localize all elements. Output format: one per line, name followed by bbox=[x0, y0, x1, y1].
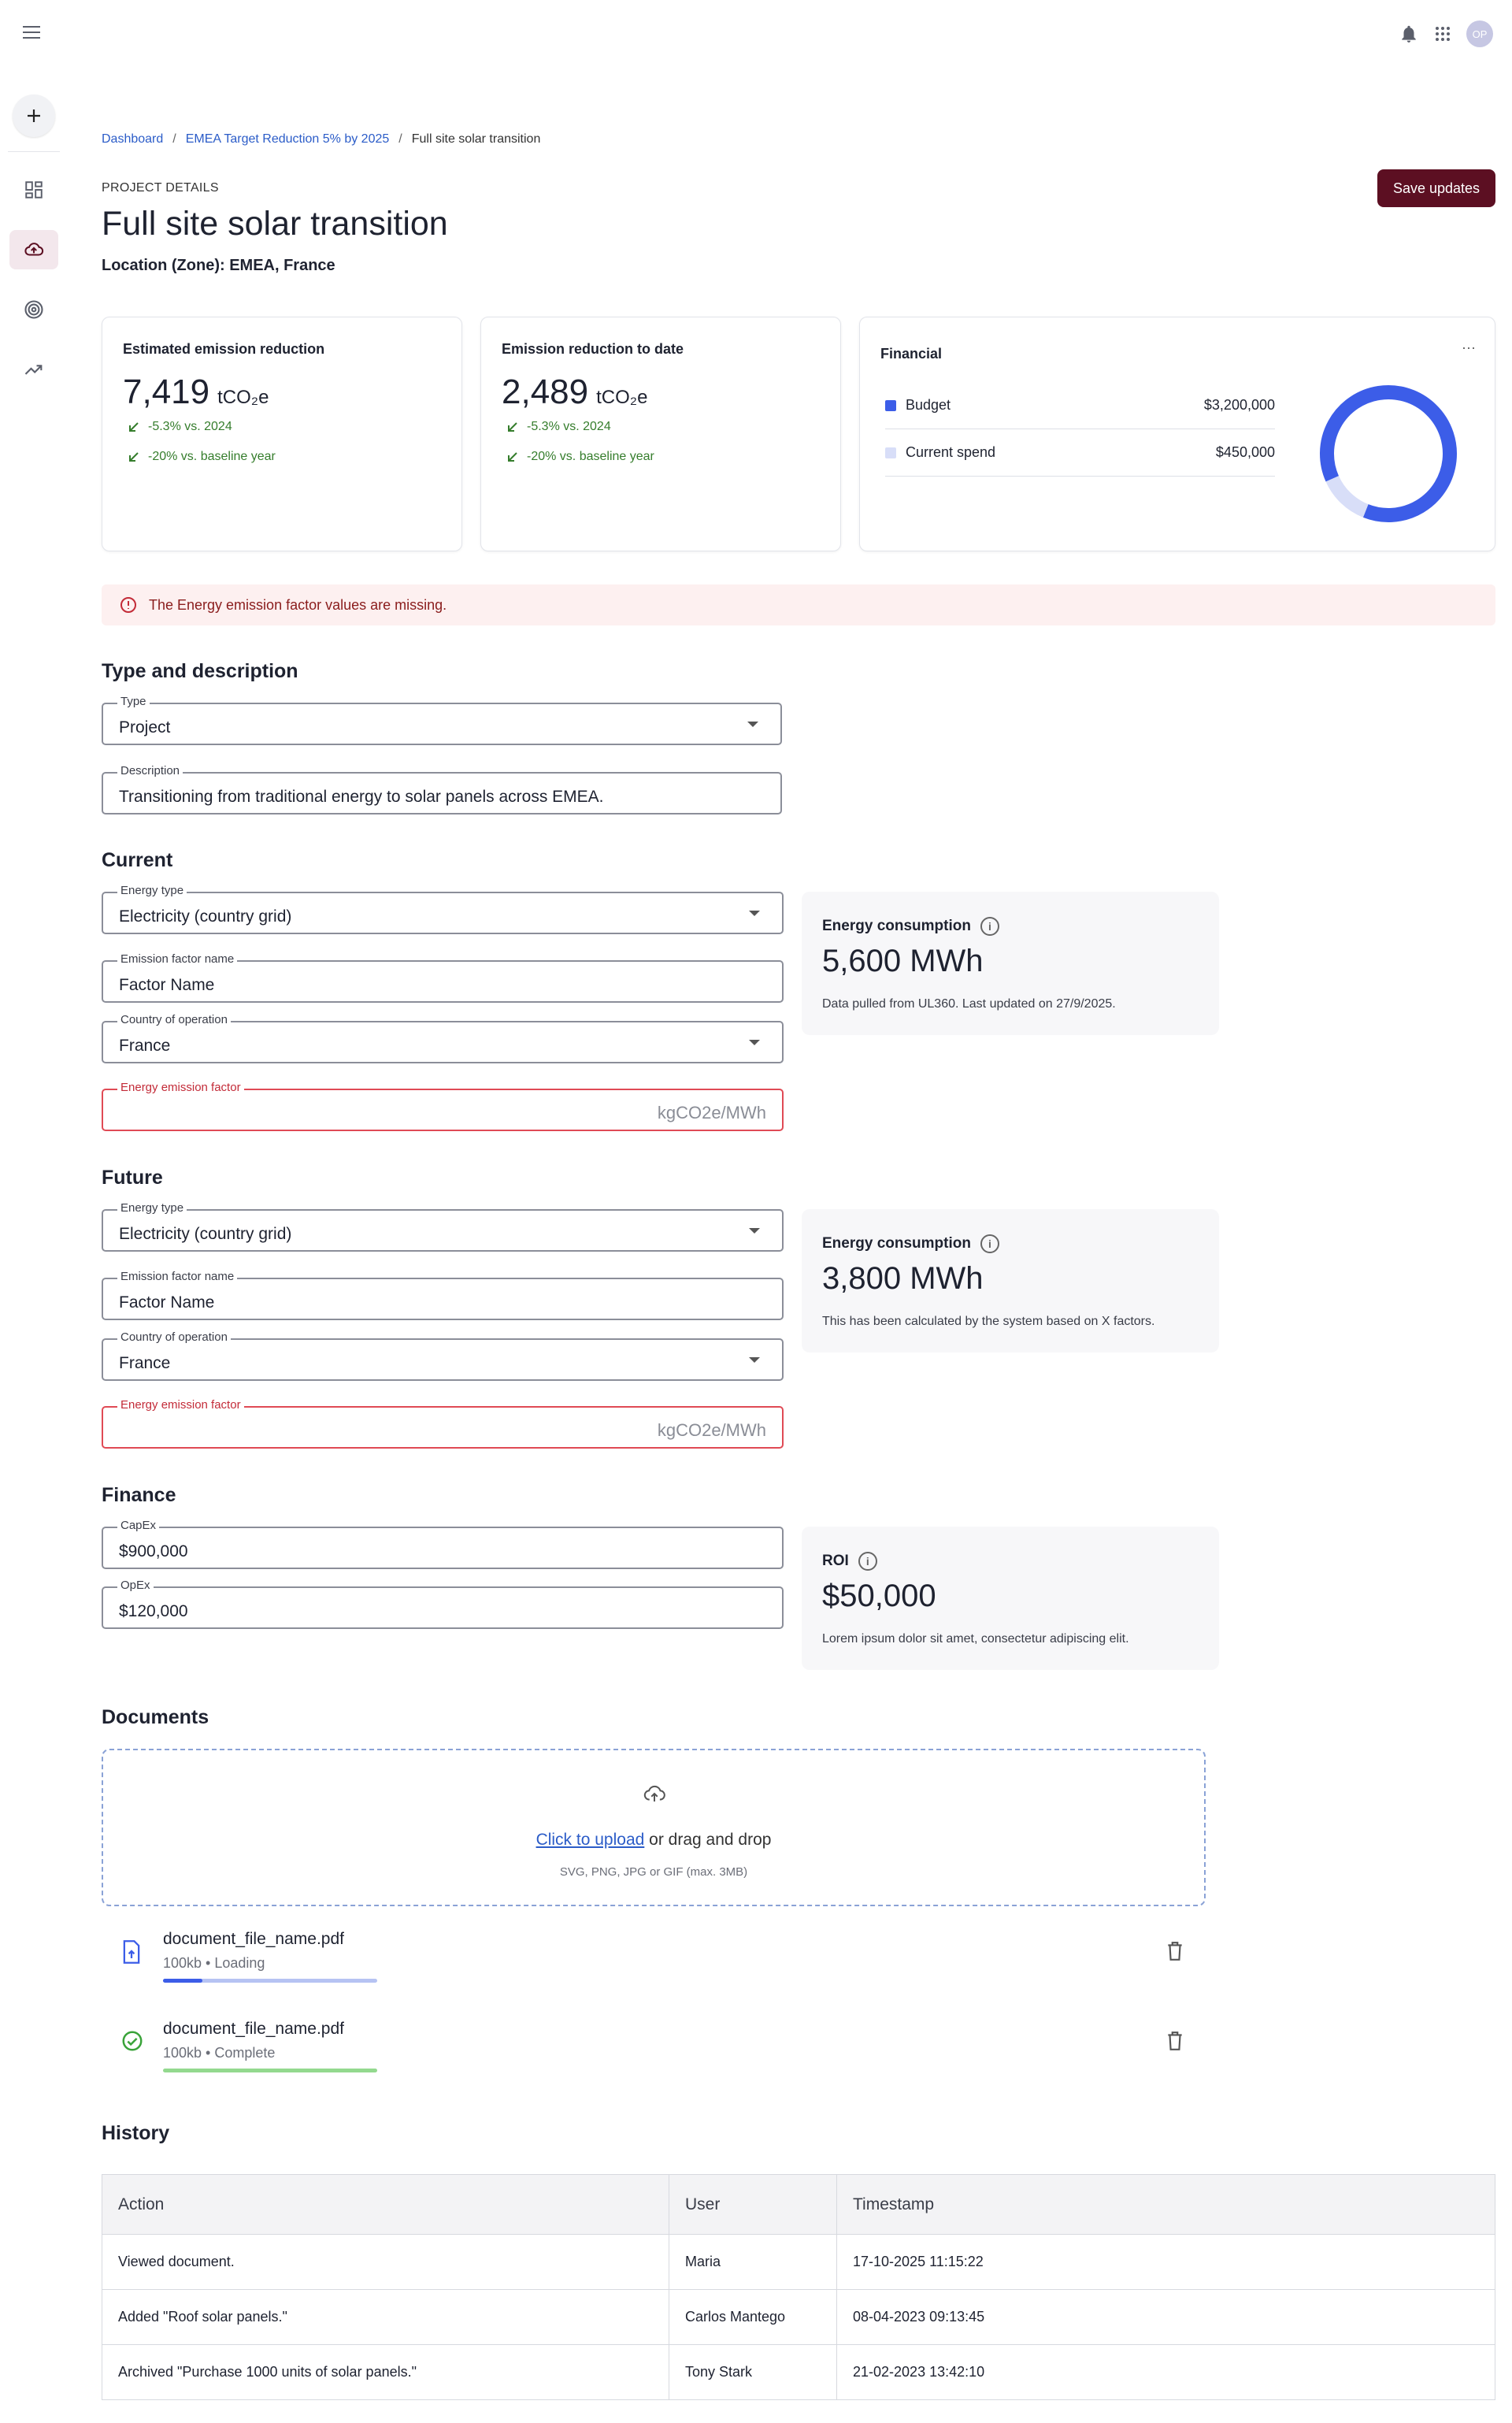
card-value: 2,489 tCO₂e bbox=[502, 373, 648, 411]
current-country-select[interactable] bbox=[102, 1013, 784, 1063]
trending-up-icon bbox=[23, 358, 45, 380]
field-value: $900,000 bbox=[119, 1542, 188, 1560]
alert-message: The Energy emission factor values are missing. bbox=[149, 596, 447, 613]
breadcrumb-dashboard[interactable]: Dashboard bbox=[102, 132, 164, 146]
info-icon[interactable]: i bbox=[980, 917, 999, 936]
field-value: Transitioning from traditional energy to solar panels across EMEA. bbox=[119, 788, 604, 806]
dropdown-arrow-icon bbox=[749, 1357, 760, 1363]
field-label: CapEx bbox=[117, 1519, 159, 1532]
save-updates-button[interactable]: Save updates bbox=[1377, 169, 1495, 207]
field-label: OpEx bbox=[117, 1579, 154, 1592]
dropdown-arrow-icon bbox=[749, 1228, 760, 1234]
legend-swatch-spend bbox=[885, 447, 896, 458]
error-icon bbox=[119, 596, 138, 614]
info-description: This has been calculated by the system based on X factors. bbox=[822, 1315, 1155, 1328]
financial-row-spend: Current spend $450,000 bbox=[885, 429, 1275, 477]
trending-down-icon bbox=[128, 421, 140, 433]
dashboard-icon bbox=[24, 180, 44, 200]
more-menu-icon[interactable]: ··· bbox=[1462, 340, 1476, 355]
field-label: Country of operation bbox=[117, 1013, 231, 1026]
trending-down-icon bbox=[506, 451, 519, 463]
current-energy-consumption-card bbox=[802, 892, 1219, 1035]
table-cell: Tony Stark bbox=[669, 2345, 837, 2400]
current-energy-type-select[interactable] bbox=[102, 884, 784, 934]
current-factor-name-field[interactable] bbox=[102, 952, 784, 1003]
column-header-action[interactable]: Action bbox=[102, 2175, 669, 2235]
field-unit: kgCO2e/MWh bbox=[657, 1103, 766, 1122]
future-country-select[interactable] bbox=[102, 1330, 784, 1381]
financial-card bbox=[859, 317, 1495, 551]
rail-item-projects[interactable] bbox=[9, 230, 58, 269]
table-cell: Viewed document. bbox=[102, 2235, 669, 2290]
dropdown-arrow-icon bbox=[747, 722, 758, 727]
field-value: $120,000 bbox=[119, 1602, 188, 1620]
future-energy-consumption-card bbox=[802, 1209, 1219, 1353]
section-title-type: Type and description bbox=[102, 660, 298, 682]
missing-values-alert bbox=[102, 584, 1495, 625]
file-progress-fill bbox=[163, 1979, 202, 1983]
top-bar bbox=[0, 0, 1512, 68]
info-title: ROI i bbox=[822, 1552, 877, 1571]
estimated-emission-card bbox=[102, 317, 462, 551]
file-progress-bar bbox=[163, 2069, 377, 2072]
type-select[interactable] bbox=[102, 695, 782, 745]
info-description: Data pulled from UL360. Last updated on 27/9/2025. bbox=[822, 997, 1116, 1011]
card-value: 7,419 tCO₂e bbox=[123, 373, 269, 411]
section-title-current: Current bbox=[102, 849, 173, 871]
project-location: Location (Zone): EMEA, France bbox=[102, 257, 335, 274]
field-label: Type bbox=[117, 695, 150, 708]
trending-down-icon bbox=[128, 451, 140, 463]
field-value: Factor Name bbox=[119, 1293, 215, 1312]
opex-field[interactable] bbox=[102, 1579, 784, 1629]
create-button[interactable] bbox=[13, 95, 55, 137]
info-value: $50,000 bbox=[822, 1579, 936, 1613]
legend-swatch-budget bbox=[885, 400, 896, 411]
field-label: Description bbox=[117, 764, 183, 777]
field-value: France bbox=[119, 1354, 171, 1372]
description-field[interactable] bbox=[102, 764, 782, 814]
future-factor-name-field[interactable] bbox=[102, 1270, 784, 1320]
card-title: Estimated emission reduction bbox=[123, 341, 325, 357]
notification-bell-icon[interactable] bbox=[1399, 23, 1419, 45]
table-header-row bbox=[102, 2175, 1495, 2235]
file-item bbox=[102, 2015, 1206, 2086]
breadcrumb-separator: / bbox=[172, 132, 176, 146]
table-cell: Archived "Purchase 1000 units of solar panels." bbox=[102, 2345, 669, 2400]
rail-item-targets[interactable] bbox=[9, 290, 58, 329]
field-value: Project bbox=[119, 718, 171, 737]
breadcrumb-target[interactable]: EMEA Target Reduction 5% by 2025 bbox=[185, 132, 390, 146]
trending-down-icon bbox=[506, 421, 519, 433]
delete-icon[interactable] bbox=[1166, 2031, 1184, 2051]
field-unit: kgCO2e/MWh bbox=[657, 1420, 766, 1440]
field-value: Electricity (country grid) bbox=[119, 907, 292, 926]
top-actions bbox=[1399, 20, 1493, 47]
menu-icon[interactable] bbox=[23, 26, 42, 40]
file-meta: 100kb • Loading bbox=[163, 1955, 265, 1971]
field-value: Electricity (country grid) bbox=[119, 1225, 292, 1243]
column-header-timestamp[interactable]: Timestamp bbox=[837, 2175, 1495, 2235]
target-icon bbox=[23, 299, 45, 321]
upload-dropzone[interactable] bbox=[102, 1749, 1206, 1906]
section-title-history: History bbox=[102, 2122, 170, 2144]
info-icon[interactable]: i bbox=[980, 1234, 999, 1253]
field-value: France bbox=[119, 1037, 171, 1055]
file-upload-icon bbox=[120, 1939, 143, 1965]
future-energy-type-select[interactable] bbox=[102, 1201, 784, 1252]
section-title-finance: Finance bbox=[102, 1484, 176, 1506]
upload-hint: SVG, PNG, JPG or GIF (max. 3MB) bbox=[559, 1865, 748, 1879]
table-cell: Maria bbox=[669, 2235, 837, 2290]
avatar[interactable]: OP bbox=[1466, 20, 1493, 47]
donut-slice-current-spend bbox=[1332, 479, 1366, 511]
page-eyebrow: PROJECT DETAILS bbox=[102, 181, 219, 195]
column-header-user[interactable]: User bbox=[669, 2175, 837, 2235]
file-name: document_file_name.pdf bbox=[163, 2020, 344, 2038]
section-title-future: Future bbox=[102, 1167, 163, 1189]
info-value: 5,600 MWh bbox=[822, 944, 984, 978]
field-label: Emission factor name bbox=[117, 1270, 237, 1283]
section-title-documents: Documents bbox=[102, 1706, 209, 1728]
financial-row-budget: Budget $3,200,000 bbox=[885, 382, 1275, 429]
click-to-upload-link[interactable]: Click to upload bbox=[536, 1831, 645, 1849]
delete-icon[interactable] bbox=[1166, 1941, 1184, 1961]
trend-baseline: -20% vs. baseline year bbox=[506, 450, 654, 464]
field-label: Country of operation bbox=[117, 1330, 231, 1344]
table-row bbox=[102, 2290, 1495, 2345]
history-table bbox=[102, 2174, 1495, 2400]
rail-item-dashboard[interactable] bbox=[9, 170, 58, 210]
info-description: Lorem ipsum dolor sit amet, consectetur adipiscing elit. bbox=[822, 1632, 1129, 1646]
page-title: Full site solar transition bbox=[102, 205, 448, 243]
field-label: Energy emission factor bbox=[117, 1081, 244, 1094]
table-cell: 21-02-2023 13:42:10 bbox=[837, 2345, 1495, 2400]
financial-donut-chart bbox=[1315, 380, 1462, 527]
capex-field[interactable] bbox=[102, 1519, 784, 1569]
card-title: Financial bbox=[880, 346, 943, 362]
navigation-rail bbox=[0, 68, 68, 2423]
rail-divider bbox=[8, 151, 60, 152]
table-cell: Added "Roof solar panels." bbox=[102, 2290, 669, 2345]
breadcrumb-separator: / bbox=[398, 132, 402, 146]
info-title: Energy consumption i bbox=[822, 917, 999, 936]
field-label: Energy type bbox=[117, 884, 187, 897]
info-icon[interactable]: i bbox=[858, 1552, 877, 1571]
table-cell: Carlos Mantego bbox=[669, 2290, 837, 2345]
cloud-upload-icon bbox=[22, 239, 46, 260]
trend-year: -5.3% vs. 2024 bbox=[506, 420, 611, 434]
upload-instructions: Click to upload or drag and drop bbox=[536, 1831, 772, 1849]
card-title: Emission reduction to date bbox=[502, 341, 684, 357]
rail-item-trends[interactable] bbox=[9, 350, 58, 389]
future-emission-factor-field[interactable] bbox=[102, 1398, 784, 1449]
info-title: Energy consumption i bbox=[822, 1234, 999, 1253]
table-row bbox=[102, 2345, 1495, 2400]
dropdown-arrow-icon bbox=[749, 1040, 760, 1045]
current-emission-factor-field[interactable] bbox=[102, 1081, 784, 1131]
table-row bbox=[102, 2235, 1495, 2290]
info-value: 3,800 MWh bbox=[822, 1261, 984, 1296]
field-label: Emission factor name bbox=[117, 952, 237, 966]
plus-icon bbox=[24, 106, 43, 125]
roi-card bbox=[802, 1527, 1219, 1670]
check-circle-icon bbox=[120, 2029, 144, 2053]
file-progress-bar bbox=[163, 1979, 377, 1983]
dropdown-arrow-icon bbox=[749, 911, 760, 916]
emission-to-date-card bbox=[480, 317, 841, 551]
file-name: document_file_name.pdf bbox=[163, 1930, 344, 1948]
apps-grid-icon[interactable] bbox=[1433, 24, 1452, 43]
field-label: Energy emission factor bbox=[117, 1398, 244, 1412]
field-value: Factor Name bbox=[119, 976, 215, 994]
file-item bbox=[102, 1925, 1206, 1996]
file-meta: 100kb • Complete bbox=[163, 2045, 276, 2061]
table-cell: 08-04-2023 09:13:45 bbox=[837, 2290, 1495, 2345]
field-label: Energy type bbox=[117, 1201, 187, 1215]
breadcrumb bbox=[102, 132, 540, 147]
cloud-upload-icon bbox=[640, 1782, 669, 1805]
trend-baseline: -20% vs. baseline year bbox=[128, 450, 276, 464]
breadcrumb-current: Full site solar transition bbox=[411, 132, 541, 146]
table-cell: 17-10-2025 11:15:22 bbox=[837, 2235, 1495, 2290]
trend-year: -5.3% vs. 2024 bbox=[128, 420, 232, 434]
